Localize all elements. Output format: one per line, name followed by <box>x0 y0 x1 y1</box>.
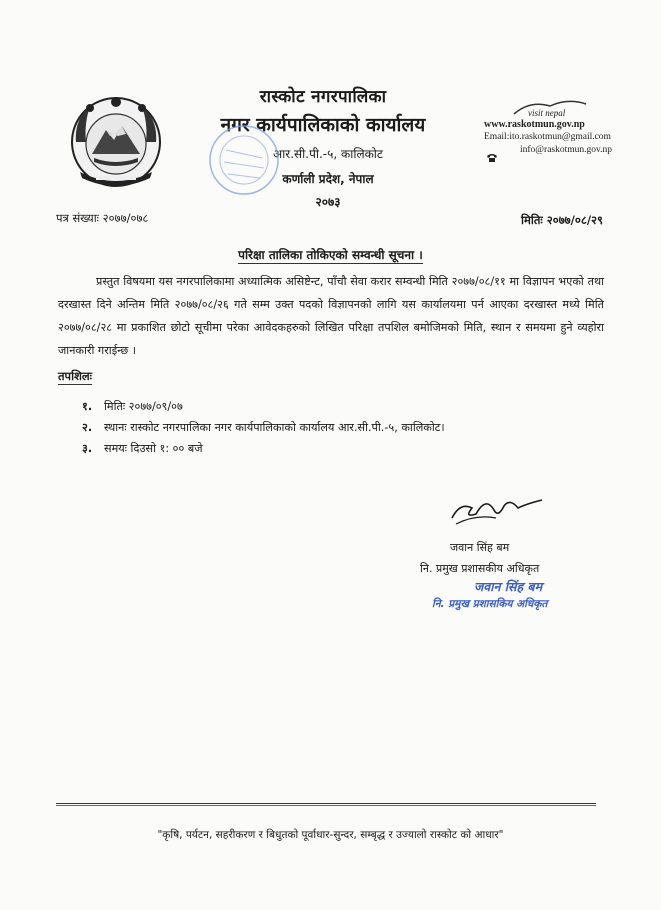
details-item <box>82 396 445 417</box>
details-item-number: १. <box>82 400 93 413</box>
details-list <box>82 396 445 459</box>
municipality-name: रास्कोट नगरपालिका <box>259 87 387 107</box>
details-item-number: ३. <box>82 442 93 455</box>
footer-divider <box>56 803 596 804</box>
handwritten-signature <box>446 488 546 533</box>
subject-text: परिक्षा तालिका तोकिएको सम्वन्धी सूचना । <box>238 248 423 262</box>
website-link[interactable]: www.raskotmun.gov.np <box>484 119 585 130</box>
footer-slogan: "कृषि, पर्यटन, सहरीकरण र बिधुतको पूर्वाधार-सुन्दर, सम्बृद्ध र उज्यालो रास्कोट को आधार" <box>157 829 504 841</box>
email-secondary[interactable]: info@raskotmun.gov.np <box>520 145 613 155</box>
name-stamp: जवान सिंह बम <box>474 579 543 594</box>
province-name: कर्णाली प्रदेश, नेपाल <box>282 172 374 186</box>
contact-info <box>484 118 612 157</box>
letter-body: प्रस्तुत विषयमा यस नगरपालिकामा अध्यात्मिक असिष्टेन्ट, पाँचौ सेवा करार सम्वन्धी मिति २०७७/०८/११ मा विज्ञापन भएको तथा दरखास्त दिने अन्तिम मिति २०७७/०८/२६ गते सम्म उक्त पदको विज्ञापनको लागि यस कार्यालयमा पर्न आएका दरखास्त मध्ये मिति २०७७/०८/२८ मा प्रकाशित छोटो सूचीमा परेका आवेदकहरुको लिखित परिक्षा तपशिल बमोजिमको मिति, स्थान र समयमा हुने व्यहोरा जानकारी गराईन्छ । <box>58 275 604 357</box>
details-item-number: २. <box>82 421 93 434</box>
phone-icon <box>486 153 498 163</box>
office-seal-stamp <box>204 120 284 200</box>
signatory-name: जवान सिंह बम <box>450 541 510 554</box>
office-name: नगर कार्यपालिकाको कार्यालय <box>220 114 426 136</box>
established-year: २०७३ <box>315 195 341 209</box>
details-heading: तपशिलः <box>58 369 93 383</box>
reference-number: पत्र संख्याः २०७७/०७८ <box>56 211 149 225</box>
office-address: आर.सी.पी.-५, कालिकोट <box>273 147 383 161</box>
email-primary[interactable]: Email:ito.raskotmun@gmail.com <box>484 132 611 142</box>
footer-divider-secondary <box>56 805 596 806</box>
signatory-title: नि. प्रमुख प्रशासकीय अधिकृत <box>420 562 540 575</box>
visit-nepal-text: visit nepal <box>528 108 566 118</box>
details-item-text: समयः दिउसो १: ०० बजे <box>104 442 203 455</box>
letter-date: मितिः २०७७/०८/२९ <box>521 213 603 227</box>
details-item-text: स्थानः रास्कोट नगरपालिका नगर कार्यपालिकाको कार्यालय आर.सी.पी.-५, कालिकोट। <box>104 421 445 434</box>
details-item-text: मितिः २०७७/०९/०७ <box>104 400 183 413</box>
details-item <box>82 417 445 438</box>
title-stamp: नि. प्रमुख प्रशासकिय अधिकृत <box>432 598 548 610</box>
nepal-emblem-logo <box>66 92 166 192</box>
details-item <box>82 438 445 459</box>
letter-subject <box>0 246 661 263</box>
